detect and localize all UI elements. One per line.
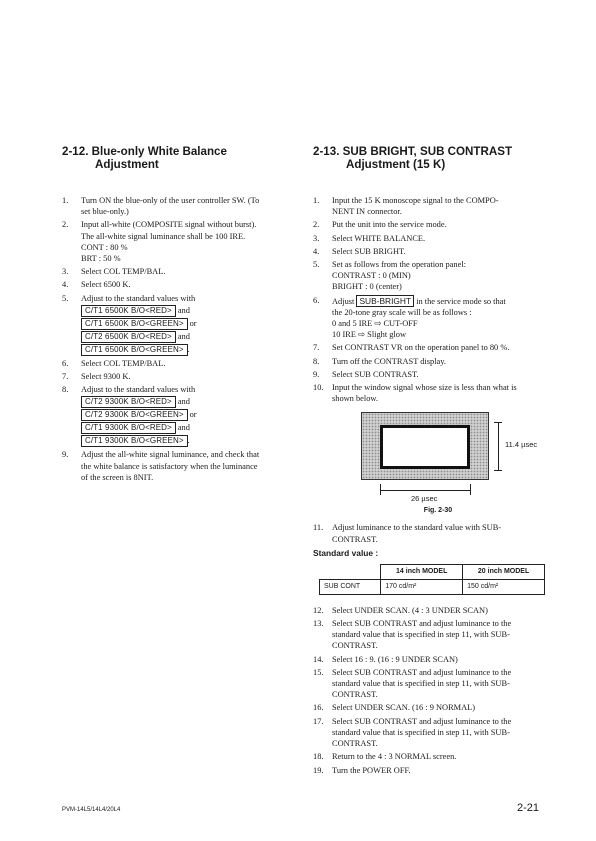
dimension-tick	[470, 484, 471, 495]
list-item	[62, 279, 307, 290]
step-text: Put the unit into the service mode.	[332, 220, 447, 230]
step-text: Adjust to the standard values with	[81, 385, 196, 395]
list-item	[313, 233, 553, 244]
step-text: Set as follows from the operation panel:	[332, 260, 466, 270]
step-text: BRIGHT : 0 (center)	[332, 282, 402, 292]
list-item	[313, 369, 553, 380]
section-number: 2-12.	[62, 145, 89, 158]
step-number: 6.	[313, 295, 320, 305]
step-text: the 20-tone gray scale will be as follows :	[332, 307, 472, 317]
conjunction: or	[189, 318, 197, 328]
service-menu-item: C/T1 6500K B/O<GREEN>	[81, 318, 188, 330]
step-number: 10.	[313, 383, 324, 393]
list-item	[62, 358, 307, 369]
step-text: in the service mode so that	[416, 296, 506, 306]
step-text: Select COL TEMP/BAL.	[81, 267, 166, 277]
step-text: Turn the POWER OFF.	[332, 765, 411, 775]
step-number: 13.	[313, 619, 324, 629]
list-item	[62, 371, 307, 382]
list-item	[313, 654, 553, 665]
page-number: 2-21	[517, 802, 540, 814]
step-number: 17.	[313, 716, 324, 726]
list-item	[313, 751, 553, 762]
list-item	[313, 342, 553, 353]
dimension-tick	[494, 470, 502, 471]
step-text: standard value that is specified in step 11, with SUB-	[332, 679, 510, 689]
step-number: 1.	[313, 196, 320, 205]
step-number: 5.	[313, 260, 320, 270]
step-text: Select 16 : 9. (16 : 9 UNDER SCAN)	[332, 654, 458, 664]
section-number: 2-13.	[313, 145, 340, 158]
step-text: the white balance is satisfactory when the luminance	[81, 461, 258, 471]
steps-list	[62, 195, 307, 483]
step-text: Select SUB BRIGHT.	[332, 246, 406, 256]
step-text: Input the 15 K monoscope signal to the COMPO-	[332, 196, 499, 205]
step-number: 15.	[313, 667, 324, 677]
step-text: Select UNDER SCAN. (16 : 9 NORMAL)	[332, 703, 476, 713]
section-heading-2-13	[313, 145, 553, 171]
window-signal-figure	[313, 410, 553, 505]
window-signal-area	[380, 425, 470, 469]
step-text: Select COL TEMP/BAL.	[81, 358, 166, 368]
steps-list	[313, 522, 553, 544]
list-item	[313, 716, 553, 750]
step-text: Select 6500 K.	[81, 280, 131, 290]
step-number: 14.	[313, 654, 324, 664]
step-text: 10 IRE ⇨ Slight glow	[332, 330, 407, 340]
table-cell: 150 cd/m²	[463, 579, 545, 594]
step-number: 3.	[62, 267, 69, 277]
list-item	[62, 449, 307, 483]
table-header: 20 inch MODEL	[463, 564, 545, 579]
table-cell: SUB CONT	[320, 579, 381, 594]
step-text: Turn off the CONTRAST display.	[332, 356, 447, 366]
step-number: 5.	[62, 293, 69, 303]
step-number: 6.	[62, 358, 69, 368]
step-text: Set CONTRAST VR on the operation panel to 80 %.	[332, 343, 510, 353]
heading-line-2: Adjustment (15 K)	[346, 158, 446, 171]
figure-caption: Fig. 2-30	[423, 507, 453, 515]
list-item	[313, 618, 553, 652]
step-text: of the screen is 8NIT.	[81, 472, 154, 482]
step-text: The all-white signal luminance shall be 100 IRE.	[81, 231, 246, 241]
list-item	[313, 702, 553, 713]
step-text: Select SUB CONTRAST and adjust luminance to the	[332, 619, 512, 629]
step-text: CONTRAST : 0 (MIN)	[332, 271, 411, 281]
step-number: 1.	[62, 196, 69, 205]
service-menu-item: C/T1 6500K B/O<RED>	[81, 305, 176, 317]
step-number: 7.	[313, 343, 320, 353]
table-corner	[320, 564, 381, 579]
section-heading-2-12	[62, 145, 307, 171]
step-text: Adjust luminance to the standard value with SUB-	[332, 523, 502, 533]
vertical-dimension-line	[498, 422, 499, 470]
step-text: 0 and 5 IRE ⇨ CUT-OFF	[332, 319, 418, 329]
step-text: Select 9300 K.	[81, 372, 131, 382]
step-number: 18.	[313, 752, 324, 762]
conjunction: .	[187, 344, 190, 354]
table-header: 14 inch MODEL	[381, 564, 463, 579]
conjunction: and	[177, 423, 190, 433]
conjunction: or	[189, 410, 197, 420]
list-item	[62, 195, 307, 217]
section-2-12	[62, 145, 307, 485]
step-text: Select SUB CONTRAST and adjust luminance to the	[332, 667, 512, 677]
sub-bright-menu-item: SUB-BRIGHT	[356, 295, 414, 307]
step-text: CONT : 80 %	[81, 242, 128, 252]
conjunction: and	[177, 397, 190, 407]
step-number: 3.	[313, 233, 320, 243]
step-number: 4.	[62, 280, 69, 290]
step-text: Adjust the all-white signal luminance, and check that	[81, 450, 260, 460]
step-text: NENT IN connector.	[332, 207, 402, 217]
list-item	[62, 219, 307, 264]
heading-line-2: Adjustment	[95, 158, 159, 171]
steps-list	[313, 605, 553, 776]
step-number: 19.	[313, 765, 324, 775]
list-item	[313, 667, 553, 701]
step-text: Select SUB CONTRAST.	[332, 369, 419, 379]
step-number: 16.	[313, 703, 324, 713]
step-text: Input the window signal whose size is less than what is	[332, 383, 517, 393]
list-item	[313, 382, 553, 404]
heading-line-1: SUB BRIGHT, SUB CONTRAST	[342, 145, 513, 158]
conjunction: and	[177, 305, 190, 315]
list-item	[313, 259, 553, 293]
table-cell: 170 cd/m²	[381, 579, 463, 594]
list-item	[313, 356, 553, 367]
section-2-13	[313, 145, 553, 778]
conjunction: and	[177, 331, 190, 341]
step-number: 9.	[313, 369, 320, 379]
table-row	[320, 579, 545, 594]
step-number: 11.	[313, 523, 324, 533]
service-menu-item: C/T2 9300K B/O<GREEN>	[81, 409, 188, 421]
list-item	[62, 293, 307, 356]
step-number: 9.	[62, 450, 69, 460]
step-text: Select SUB CONTRAST and adjust luminance to the	[332, 716, 512, 726]
heading-line-1: Blue-only White Balance	[91, 145, 227, 158]
standard-value-table	[319, 564, 545, 595]
list-item	[313, 246, 553, 257]
step-text: Return to the 4 : 3 NORMAL screen.	[332, 752, 457, 762]
step-text: CONTRAST.	[332, 534, 378, 544]
model-code: PVM-14L5/14L4/20L4	[62, 807, 121, 813]
step-text: BRT : 50 %	[81, 254, 121, 264]
step-number: 2.	[62, 220, 69, 230]
step-text: Select WHITE BALANCE.	[332, 233, 426, 243]
list-item	[313, 765, 553, 776]
step-number: 4.	[313, 246, 320, 256]
list-item	[62, 266, 307, 277]
list-item	[313, 522, 553, 544]
list-item	[313, 605, 553, 616]
step-number: 2.	[313, 220, 320, 230]
horizontal-dimension-line	[380, 490, 470, 491]
step-number: 12.	[313, 605, 324, 615]
service-menu-item: C/T1 9300K B/O<RED>	[81, 422, 176, 434]
list-item	[313, 295, 553, 341]
list-item	[313, 219, 553, 230]
step-number: 8.	[313, 356, 320, 366]
step-text: Select UNDER SCAN. (4 : 3 UNDER SCAN)	[332, 605, 488, 615]
step-text: CONTRAST.	[332, 641, 378, 651]
step-text: standard value that is specified in step 11, with SUB-	[332, 630, 510, 640]
service-menu-item: C/T2 9300K B/O<RED>	[81, 396, 176, 408]
step-text: CONTRAST.	[332, 690, 378, 700]
step-text: set blue-only.)	[81, 207, 129, 217]
step-text: shown below.	[332, 394, 378, 404]
conjunction: .	[187, 436, 190, 446]
service-menu-item: C/T2 6500K B/O<RED>	[81, 331, 176, 343]
standard-value-title: Standard value :	[313, 547, 379, 558]
screen-raster	[361, 412, 489, 480]
horizontal-dimension-label: 26 µsec	[411, 494, 438, 504]
step-text: Adjust to the standard values with	[81, 293, 196, 303]
step-text: Input all-white (COMPOSITE signal without burst).	[81, 220, 257, 230]
step-text: Turn ON the blue-only of the user controller SW. (To	[81, 196, 260, 205]
step-text: Adjust	[332, 296, 355, 306]
step-number: 8.	[62, 385, 69, 395]
table-row	[320, 564, 545, 579]
step-text: CONTRAST.	[332, 739, 378, 749]
step-text: standard value that is specified in step 11, with SUB-	[332, 727, 510, 737]
service-menu-item: C/T1 9300K B/O<GREEN>	[81, 435, 188, 447]
list-item	[313, 195, 553, 217]
steps-list	[313, 195, 553, 404]
list-item	[62, 384, 307, 447]
vertical-dimension-label: 11.4 µsec	[505, 440, 538, 450]
service-menu-item: C/T1 6500K B/O<GREEN>	[81, 344, 188, 356]
step-number: 7.	[62, 372, 69, 382]
